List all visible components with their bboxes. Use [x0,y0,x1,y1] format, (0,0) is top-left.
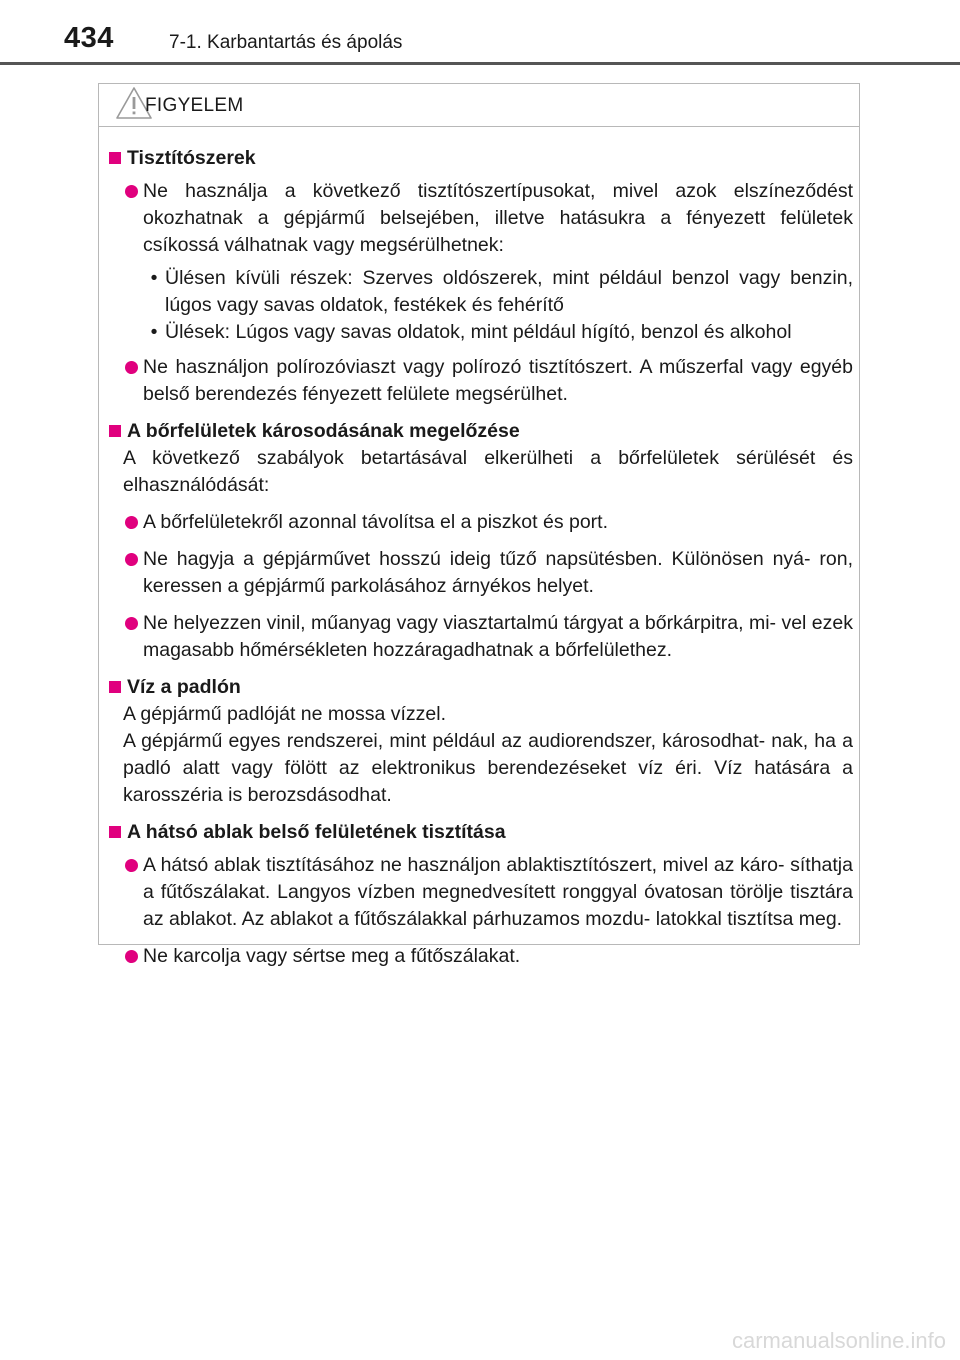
section-leather-protection [107,418,853,664]
square-bullet-icon [109,826,121,838]
section-heading: Tisztítószerek [107,145,853,172]
list-item: Ne használja a következő tisztítószertípusokat, mivel azok elszíneződést okozhatnak a gépjármű belsejében, illetve hatásukra a fényezett felületek csíkossá válhatnak vagy megsérülhetnek: • Ülésen kívüli részek: Szerves oldószerek, mint például benzol vagy benzin, lúgos vagy savas oldatok, festékek és fehérítő • Ülések: Lúgos vagy savas oldatok, mint például hígító, benzol és alkohol [123,178,853,348]
list-item: A bőrfelületekről azonnal távolítsa el a piszkot és port. [123,509,853,536]
square-bullet-icon [109,152,121,164]
list-item: Ne használjon polírozóviaszt vagy polírozó tisztítószert. A műszerfal vagy egyéb belső berendezés fényezett felülete megsérülhet. [123,354,853,408]
square-bullet-icon [109,425,121,437]
list-item: A hátsó ablak tisztításához ne használjon ablaktisztítószert, mivel az káro- síthatja a fűtőszálakat. Langyos vízben megnedvesített ronggyal óvatosan törölje tisztára az ablakot. Az ablakot a fűtőszálakkal párhuzamos mozdu- latokkal tisztítsa meg. [123,852,853,933]
section-text: A gépjármű padlóját ne mossa vízzel. [123,703,447,725]
section-heading: A hátsó ablak belső felületének tisztítása [107,819,853,846]
sub-list-item: • Ülésen kívüli részek: Szerves oldószerek, mint például benzol vagy benzin, lúgos vagy savas oldatok, festékek és fehérítő [143,265,853,319]
header-divider [0,62,960,65]
warning-body [99,127,859,970]
section-text: A gépjármű egyes rendszerei, mint például az audiorendszer, károsodhat- nak, ha a padló alatt vagy fölött az elektronikus berendezéseket víz éri. Víz hatására a karosszéria is berozsdásodhat. [123,730,853,806]
section-heading: Víz a padlón [107,674,853,701]
circle-bullet-icon [125,185,138,198]
watermark: carmanualsonline.info [731,1328,946,1353]
section-heading: A bőrfelületek károsodásának megelőzése [107,418,853,445]
square-bullet-icon [109,681,121,693]
sub-list-item: • Ülések: Lúgos vagy savas oldatok, mint például hígító, benzol és alkohol [143,319,853,346]
page-header [0,0,960,68]
circle-bullet-icon [125,950,138,963]
section-cleaning-agents [107,145,853,408]
dot-bullet-icon: • [150,321,158,343]
warning-box [98,83,860,967]
warning-title: FIGYELEM [145,95,244,116]
list-item: Ne karcolja vagy sértse meg a fűtőszálakat. [123,943,853,970]
circle-bullet-icon [125,361,138,374]
list-item: Ne hagyja a gépjárművet hosszú ideig tűző napsütésben. Különösen nyá- ron, keressen a gépjármű parkolásához árnyékos helyet. [123,546,853,600]
circle-bullet-icon [125,516,138,529]
sub-list [143,265,853,346]
circle-bullet-icon [125,859,138,872]
list-item: Ne helyezzen vinil, műanyag vagy viasztartalmú tárgyat a bőrkárpitra, mi- vel ezek magasabb hőmérsékleten hozzáragadhatnak a bőrfelülethez. [123,610,853,664]
chapter-title: 7-1. Karbantartás és ápolás [169,32,403,53]
circle-bullet-icon [125,617,138,630]
warning-header [99,84,859,127]
section-water-on-floor [107,674,853,809]
section-intro: A következő szabályok betartásával elkerülheti a bőrfelületek sérülését és elhasználódását: [123,447,853,496]
dot-bullet-icon: • [150,267,158,289]
page-number: 434 [64,22,114,54]
circle-bullet-icon [125,553,138,566]
section-rear-window [107,819,853,970]
